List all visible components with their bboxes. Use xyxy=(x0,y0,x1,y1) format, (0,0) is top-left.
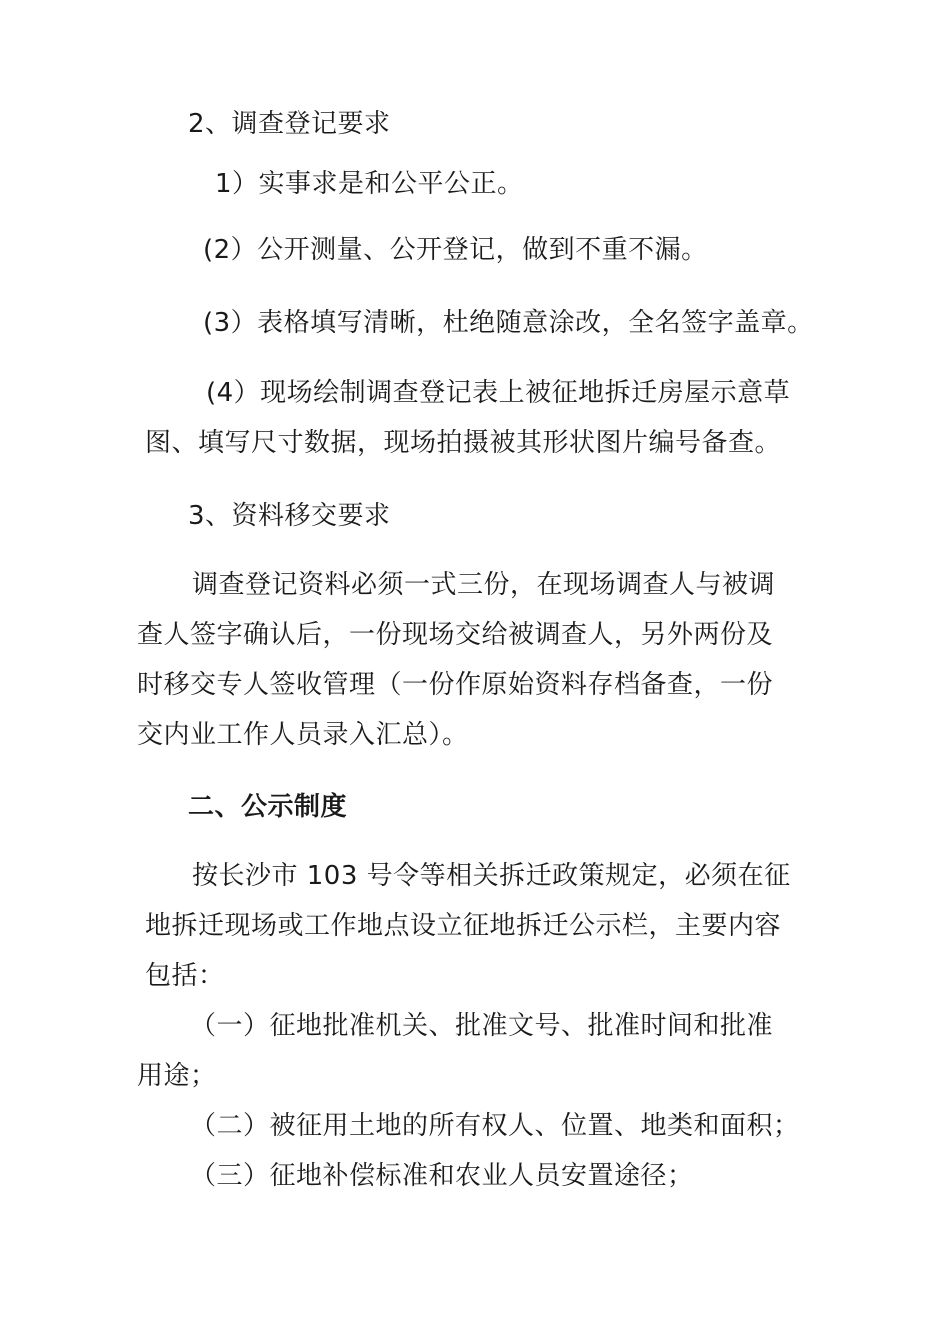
item-survey-3: (3）表格填写清晰，杜绝随意涂改，全名签字盖章。 xyxy=(203,308,814,338)
paragraph-publicity-line2: 地拆迁现场或工作地点设立征地拆迁公示栏，主要内容 xyxy=(145,911,782,941)
paragraph-transfer-line1: 调查登记资料必须一式三份，在现场调查人与被调 xyxy=(192,570,776,600)
list-item-one-line2: 用途； xyxy=(137,1061,217,1091)
paragraph-publicity-line3: 包括： xyxy=(145,961,225,991)
paragraph-transfer-line2: 查人签字确认后，一份现场交给被调查人，另外两份及 xyxy=(137,620,774,650)
section-heading-publicity: 二、公示制度 xyxy=(188,792,348,822)
list-item-three: （三）征地补偿标准和农业人员安置途径； xyxy=(190,1161,694,1191)
item-survey-4-line1: (4）现场绘制调查登记表上被征地拆迁房屋示意草 xyxy=(206,378,791,408)
paragraph-transfer-line4: 交内业工作人员录入汇总）。 xyxy=(137,720,469,750)
item-survey-1: 1）实事求是和公平公正。 xyxy=(215,169,524,199)
list-item-one-line1: （一）征地批准机关、批准文号、批准时间和批准 xyxy=(190,1011,774,1041)
item-survey-2: (2）公开测量、公开登记，做到不重不漏。 xyxy=(203,235,708,265)
list-item-two: （二）被征用土地的所有权人、位置、地类和面积； xyxy=(190,1111,800,1141)
paragraph-publicity-line1: 按长沙市 103 号令等相关拆迁政策规定，必须在征 xyxy=(192,861,791,891)
paragraph-transfer-line3: 时移交专人签收管理（一份作原始资料存档备查，一份 xyxy=(137,670,774,700)
item-survey-4-line2: 图、填写尺寸数据，现场拍摄被其形状图片编号备查。 xyxy=(145,428,782,458)
heading-transfer-requirements: 3、资料移交要求 xyxy=(188,501,391,531)
heading-survey-requirements: 2、调查登记要求 xyxy=(188,109,391,139)
